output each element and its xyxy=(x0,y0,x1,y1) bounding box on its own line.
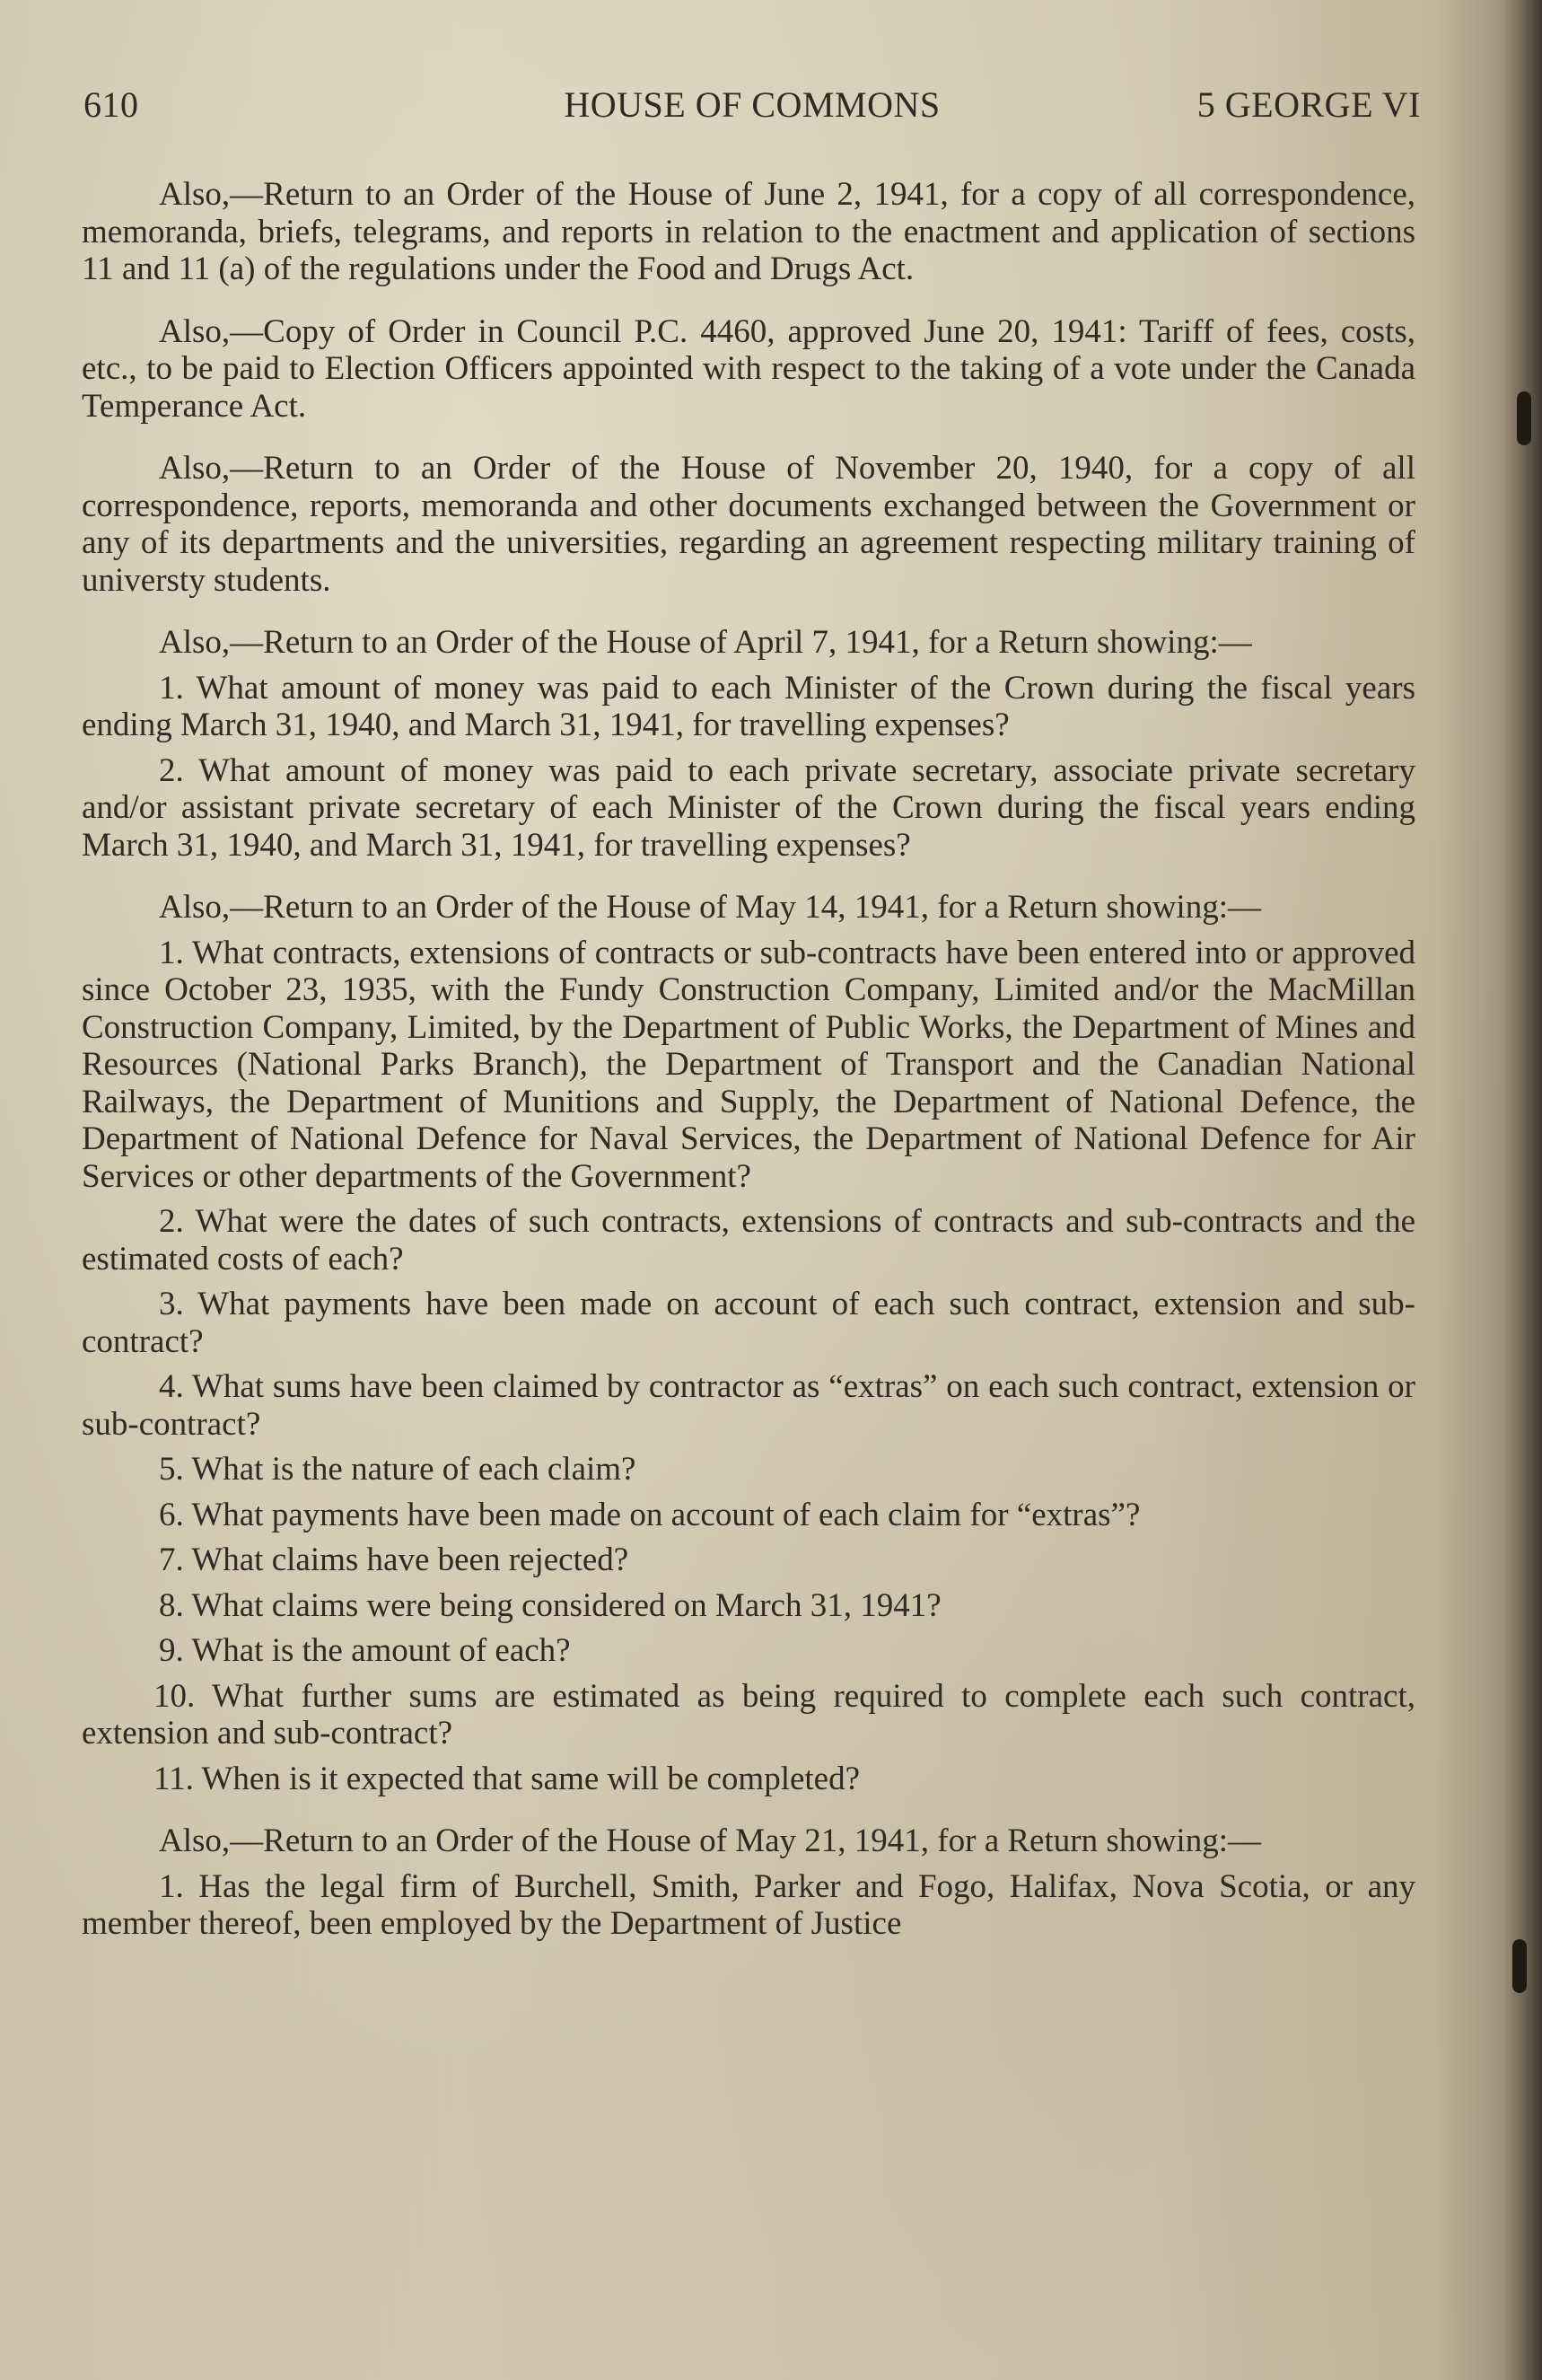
session-label: 5 GEORGE VI xyxy=(1196,84,1421,125)
paragraph-contracts-return: Also,—Return to an Order of the House of May 14, 1941, for a Return showing:— xyxy=(159,889,1261,926)
question-item: 1. What contracts, extensions of contracts or sub-contracts have been entered into or approved since October 23, 1935, with the Fundy Construction Company, Limited and/or the MacMillan Construction Company, Limited, by the Department of Public Works, the Department of Mines and Resources (National Parks Branch), the Department of Transport and the Canadian National Railways, the Department of Munitions and Supply, the Department of National Defence, the Department of National Defence for Naval Services, the Department of National Defence for Air Services or other departments of the Government? xyxy=(82,934,1415,1195)
question-item: 6. What payments have been made on account of each claim for “extras”? xyxy=(159,1496,1141,1533)
binding-spine-shadow xyxy=(1490,0,1542,2380)
binding-hole xyxy=(1512,1939,1527,1993)
question-item: 11. When is it expected that same will be completed? xyxy=(153,1760,861,1797)
question-item: 7. What claims have been rejected? xyxy=(159,1541,629,1578)
paragraph-military-training-return: Also,—Return to an Order of the House of November 20, 1940, for a copy of all correspondence, reports, memoranda and other documents exchanged between the Government or any of its departments and the universities, regarding an agreement respecting military training of universty students. xyxy=(82,450,1415,599)
binding-hole xyxy=(1517,391,1531,445)
question-item: 1. What amount of money was paid to each Minister of the Crown during the fiscal years ending March 31, 1940, and March 31, 1941, for travelling expenses? xyxy=(82,669,1415,743)
question-item: 4. What sums have been claimed by contractor as “extras” on each such contract, extension or sub-contract? xyxy=(82,1368,1415,1443)
question-item: 2. What were the dates of such contracts, extensions of contracts and sub-contracts and the estimated costs of each? xyxy=(82,1203,1415,1278)
paragraph-order-in-council: Also,—Copy of Order in Council P.C. 4460, approved June 20, 1941: Tariff of fees, costs, etc., to be paid to Election Officers appointed with respect to the taking of a vote under the Canada Temperance Act. xyxy=(82,312,1415,425)
document-body xyxy=(82,176,1415,1943)
question-item: 9. What is the amount of each? xyxy=(159,1632,571,1669)
paragraph-legal-firm-return: Also,—Return to an Order of the House of May 21, 1941, for a Return showing:— xyxy=(159,1822,1261,1859)
question-item: 3. What payments have been made on account of each such contract, extension and sub-contract? xyxy=(82,1286,1415,1360)
question-item: 2. What amount of money was paid to each private secretary, associate private secretary and/or assistant private secretary of each Minister of the Crown during the fiscal years ending March 31, 1940, and March 31, 1941, for travelling expenses? xyxy=(82,751,1415,864)
question-item: 5. What is the nature of each claim? xyxy=(159,1451,636,1488)
page-number: 610 xyxy=(83,84,139,125)
paragraph-travelling-expenses-return: Also,—Return to an Order of the House of April 7, 1941, for a Return showing:— xyxy=(159,624,1252,661)
paragraph-food-drugs-return: Also,—Return to an Order of the House of June 2, 1941, for a copy of all correspondence, memoranda, briefs, telegrams, and reports in relation to the enactment and application of sections 11 and 11 (a) of the regulations under the Food and Drugs Act. xyxy=(82,176,1415,287)
question-item: 8. What claims were being considered on March 31, 1941? xyxy=(159,1586,942,1624)
page-title: HOUSE OF COMMONS xyxy=(564,84,941,125)
running-header xyxy=(83,74,1421,136)
question-item: 1. Has the legal firm of Burchell, Smith, Parker and Fogo, Halifax, Nova Scotia, or any member thereof, been employed by the Department of Justice xyxy=(82,1867,1415,1942)
question-item: 10. What further sums are estimated as being required to complete each such contract, extension and sub-contract? xyxy=(82,1677,1415,1752)
